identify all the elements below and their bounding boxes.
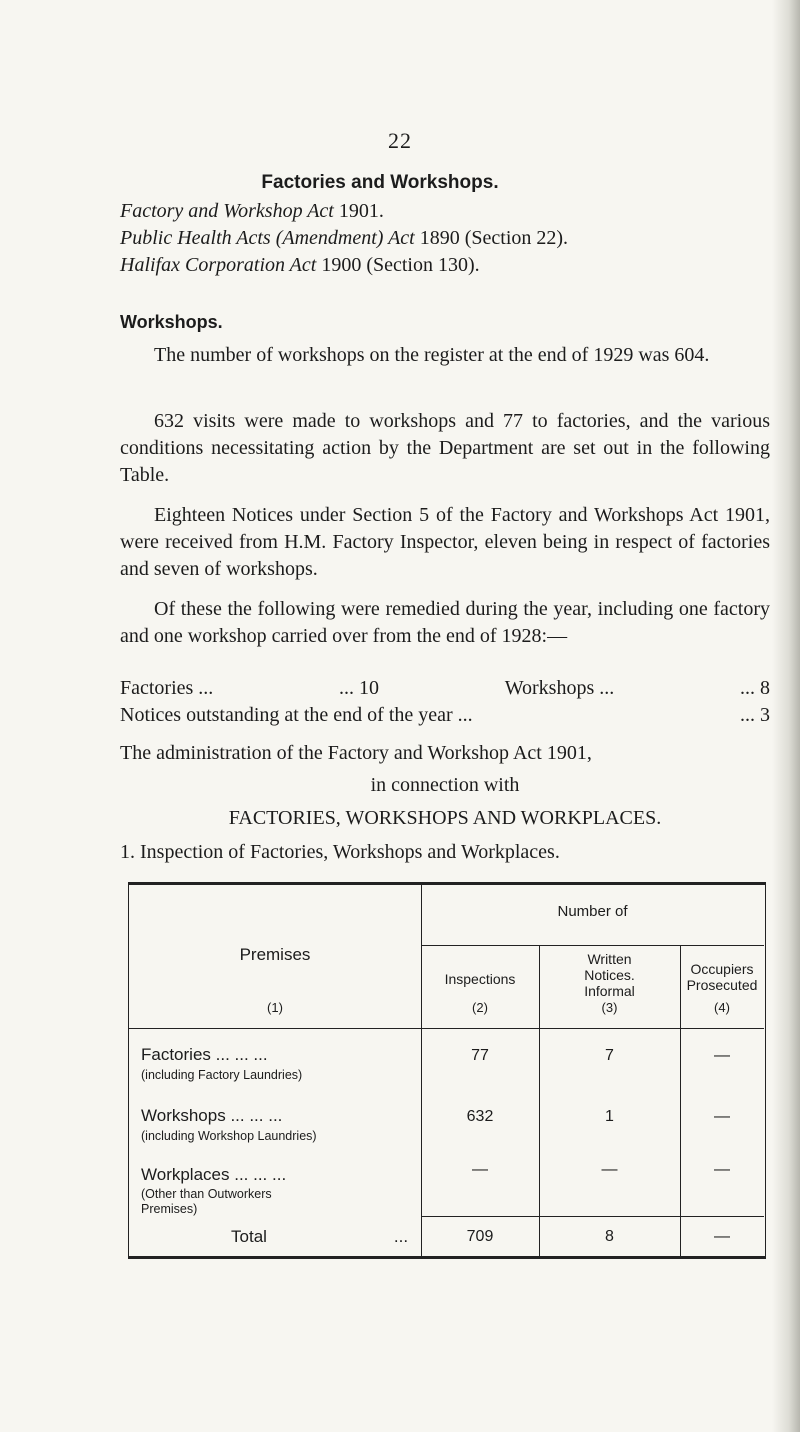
row-workplaces-prosecuted: — <box>714 1161 730 1178</box>
row-workplaces-sub-1: (Other than Outworkers <box>141 1187 272 1201</box>
page-edge-shadow <box>772 0 800 1432</box>
remedied-counts <box>120 677 770 700</box>
row-factories-prosecuted: — <box>714 1047 730 1064</box>
caps-title: FACTORIES, WORKSHOPS AND WORKPLACES. <box>228 807 662 829</box>
act-line-1 <box>120 200 384 223</box>
paragraph-text: Of these the following were remedied during the year, including one factory and one workshop carried over from the end of 1928:— <box>120 598 770 647</box>
col-notices-num: (3) <box>601 1000 618 1015</box>
paragraph-notices <box>120 502 770 583</box>
col-premises-header: Premises <box>239 945 311 964</box>
row-workshops-sub: (including Workshop Laundries) <box>141 1129 317 1143</box>
col-prosecuted-header <box>680 961 764 993</box>
row-workplaces-sub-2: Premises) <box>141 1202 198 1216</box>
row-workshops-notices: 1 <box>605 1108 614 1125</box>
row-workplaces-inspections: — <box>472 1161 488 1178</box>
paragraph-text: 632 visits were made to workshops and 77 to factories, and the various conditions necessitating action by the Department are set out in the following Table. <box>120 410 770 486</box>
paragraph-text: Eighteen Notices under Section 5 of the Factory and Workshops Act 1901, were received from H.M. Factory Inspector, eleven being in respect of factories and seven of workshops. <box>120 504 770 580</box>
col-prosecuted-num: (4) <box>714 1000 730 1015</box>
total-prosecuted: — <box>714 1228 730 1245</box>
col-notices-line: Notices. <box>584 967 635 983</box>
col-notices-line: Written <box>587 951 632 967</box>
row-factories-inspections: 77 <box>471 1047 489 1064</box>
factories-label: Factories ... <box>120 677 214 699</box>
page-number: 22 <box>388 128 412 153</box>
table-divider <box>421 945 764 946</box>
total-notices: 8 <box>605 1228 614 1245</box>
act-1-name: Factory and Workshop Act <box>120 200 334 222</box>
table-divider <box>421 1216 764 1217</box>
row-workplaces-notices: — <box>601 1161 618 1178</box>
col-inspections-header: Inspections <box>444 971 516 987</box>
workshops-value: ... 8 <box>739 677 770 699</box>
outstanding-notices <box>120 704 770 727</box>
act-1-year: 1901. <box>333 200 384 222</box>
act-3-year: 1900 (Section 130). <box>316 254 480 276</box>
row-workshops-inspections: 632 <box>466 1108 494 1125</box>
inspection-table <box>128 882 766 1259</box>
act-2-name: Public Health Acts (Amendment) Act <box>120 227 415 249</box>
row-factories-label: Factories ... ... ... <box>141 1045 268 1064</box>
act-3-name: Halifax Corporation Act <box>120 254 317 276</box>
workshops-heading: Workshops. <box>120 312 223 332</box>
row-workshops-label: Workshops ... ... ... <box>141 1106 283 1125</box>
workshops-label: Workshops ... <box>504 677 615 699</box>
table-divider <box>129 1028 764 1029</box>
col-premises-num: (1) <box>267 1000 283 1015</box>
outstanding-value: ... 3 <box>740 704 770 726</box>
section-title: 1. Inspection of Factories, Workshops and Workplaces. <box>120 841 560 863</box>
total-dots: ... <box>393 1227 409 1246</box>
paragraph-visits <box>120 408 770 489</box>
col-notices-header <box>539 951 680 999</box>
col-prosecuted-line: Prosecuted <box>686 977 758 993</box>
total-label: Total <box>231 1227 267 1246</box>
act-2-year: 1890 (Section 22). <box>414 227 569 249</box>
outstanding-label: Notices outstanding at the end of the year ... <box>120 704 473 726</box>
row-factories-notices: 7 <box>605 1047 614 1064</box>
row-factories-sub: (including Factory Laundries) <box>141 1068 303 1082</box>
total-inspections: 709 <box>466 1228 494 1245</box>
act-line-2 <box>120 227 568 250</box>
connection-line: in connection with <box>370 774 520 796</box>
col-prosecuted-line: Occupiers <box>690 961 754 977</box>
admin-line: The administration of the Factory and Workshop Act 1901, <box>120 742 592 764</box>
col-inspections-num: (2) <box>472 1000 488 1015</box>
paragraph-text: The number of workshops on the register at the end of 1929 was 604. <box>154 344 710 366</box>
factories-value: ... 10 <box>339 677 380 699</box>
col-notices-line: Informal <box>584 983 635 999</box>
paragraph-register <box>120 342 770 369</box>
group-header: Number of <box>557 903 628 920</box>
row-workshops-prosecuted: — <box>714 1108 730 1125</box>
table-divider <box>421 885 422 1256</box>
row-workplaces-label: Workplaces ... ... ... <box>141 1165 287 1184</box>
paragraph-remedied <box>120 596 770 650</box>
act-line-3 <box>120 254 480 277</box>
page-heading: Factories and Workshops. <box>261 172 499 193</box>
